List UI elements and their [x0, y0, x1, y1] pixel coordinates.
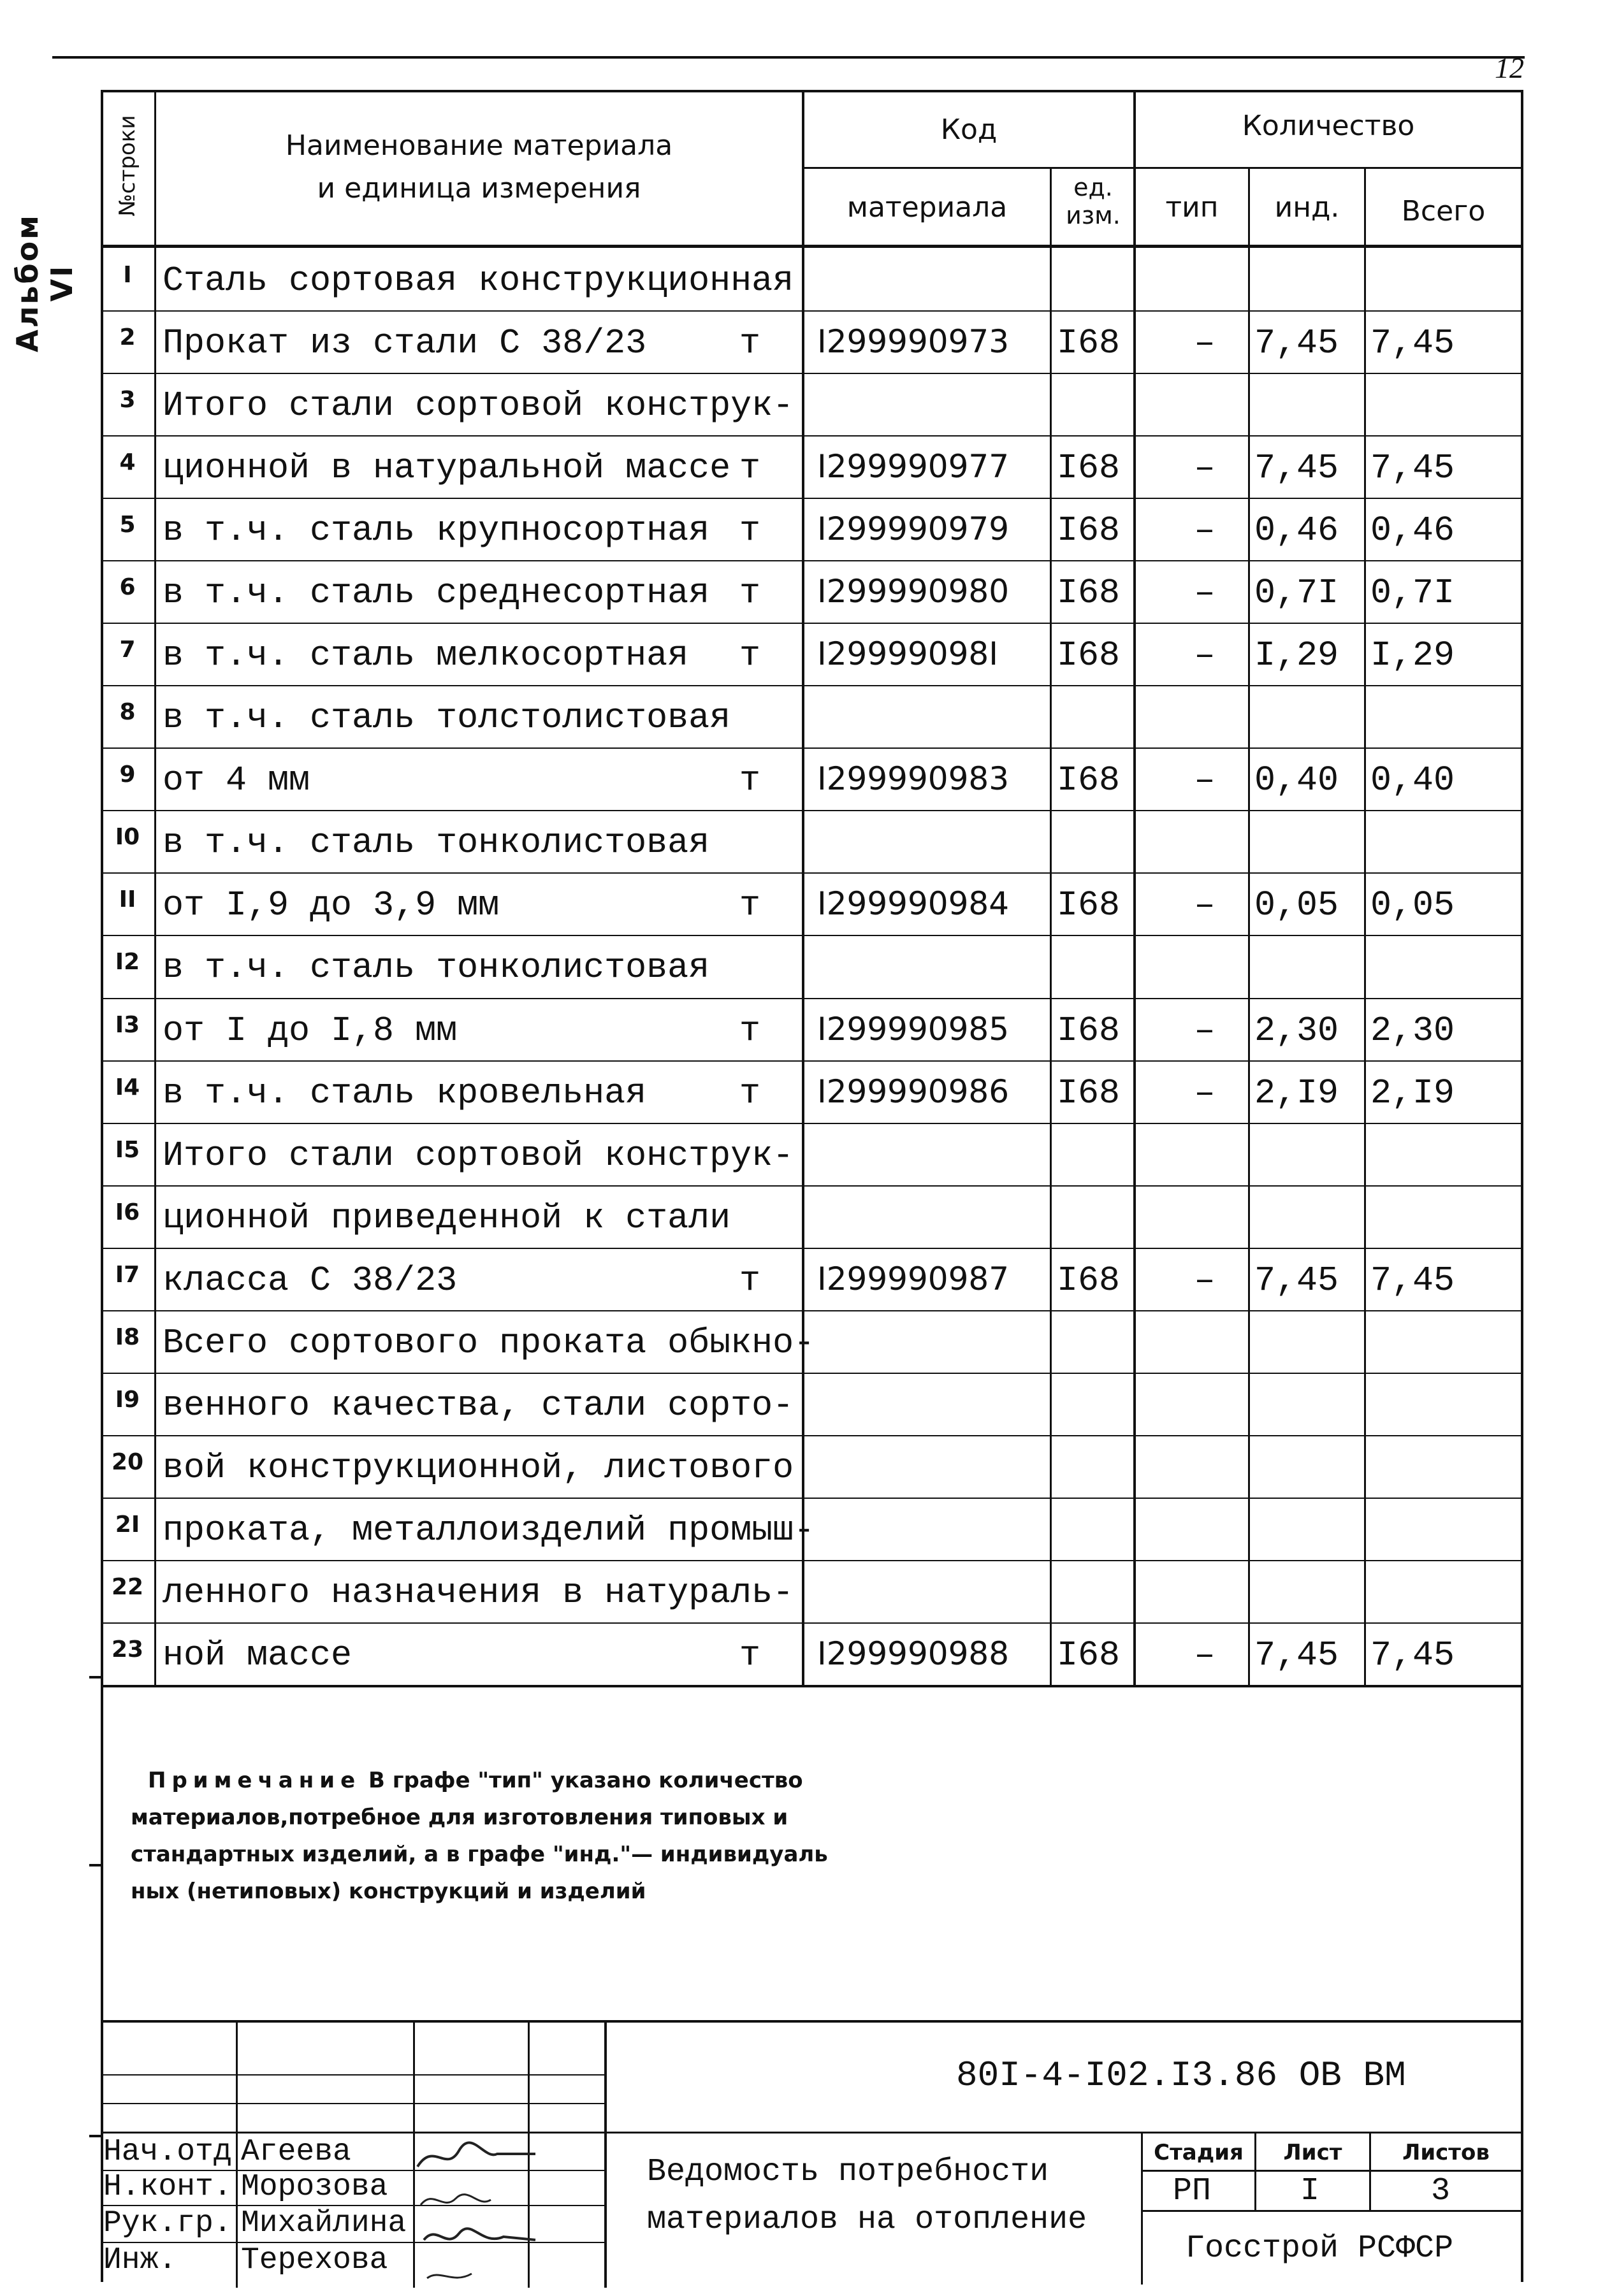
- row-number: I5: [115, 1137, 140, 1163]
- staff-role: Рук.гр.: [103, 2206, 232, 2241]
- row-number: I9: [115, 1387, 140, 1413]
- staff-role: Инж.: [103, 2243, 177, 2278]
- row-number: I4: [115, 1074, 140, 1101]
- col-line-6: [1364, 167, 1366, 1687]
- note-line2: материалов,потребное для изготовления типовых и: [131, 1805, 788, 1830]
- cell-total: 7,45: [1370, 323, 1455, 363]
- row-separator: [101, 1123, 1523, 1124]
- col-line-3: [1050, 167, 1052, 1687]
- cell-code: I299990983: [817, 760, 1010, 797]
- cell-unit: т: [739, 510, 761, 551]
- cell-total: 7,45: [1370, 1260, 1455, 1301]
- cell-total: 7,45: [1370, 1635, 1455, 1675]
- cell-tip: –: [1194, 760, 1216, 800]
- sheet-value: I: [1300, 2173, 1320, 2209]
- row-number: 5: [119, 512, 136, 538]
- stage-box-row2: [1141, 2210, 1523, 2212]
- header-bottom-rule: [101, 245, 1523, 248]
- cell-total: 7,45: [1370, 448, 1455, 488]
- col-line-2: [802, 90, 804, 1687]
- cell-unit: т: [739, 323, 761, 363]
- cell-code: I299990984: [817, 885, 1010, 922]
- cell-tip: –: [1194, 1073, 1216, 1113]
- cell-name: ленного назначения в натураль-: [163, 1573, 794, 1613]
- title-block-top: [101, 2020, 1523, 2023]
- title-line1: Ведомость потребности: [647, 2154, 1049, 2190]
- row-separator: [101, 1498, 1523, 1499]
- header-row-no: №строки: [115, 115, 140, 217]
- cell-unit: т: [739, 885, 761, 925]
- tb-col-a: [236, 2020, 238, 2288]
- stage-label: Стадия: [1154, 2140, 1244, 2165]
- cell-tip: –: [1194, 635, 1216, 675]
- cell-code: I299990973: [817, 323, 1010, 360]
- cell-name: от I,9 до 3,9 мм: [163, 885, 500, 925]
- cell-tip: –: [1194, 1011, 1216, 1051]
- row-number: 2I: [115, 1512, 140, 1538]
- cell-name: ционной приведенной к стали: [163, 1198, 731, 1238]
- row-separator: [101, 872, 1523, 874]
- cell-name: Сталь сортовая конструкционная: [163, 261, 794, 301]
- cell-ind: 0,7I: [1254, 573, 1339, 613]
- sheets-value: 3: [1431, 2173, 1451, 2209]
- table-bottom-rule: [101, 1685, 1523, 1687]
- col-line-1: [154, 90, 156, 1687]
- cell-unit: т: [739, 1260, 761, 1301]
- cell-name: в т.ч. сталь среднесортная: [163, 573, 710, 613]
- cell-name: ционной в натуральной массе: [163, 448, 731, 488]
- row-separator: [101, 623, 1523, 624]
- cell-name: Итого стали сортовой конструк-: [163, 1136, 794, 1176]
- row-separator: [101, 373, 1523, 374]
- cell-code: I299990985: [817, 1011, 1010, 1048]
- header-subrule: [803, 167, 1523, 169]
- cell-code: I299990987: [817, 1260, 1010, 1297]
- cell-ind: 7,45: [1254, 1260, 1339, 1301]
- note-title: Примечание: [148, 1768, 361, 1793]
- cell-total: 2,I9: [1370, 1073, 1455, 1113]
- signature-terehova: [427, 2274, 472, 2278]
- col-line-4: [1133, 90, 1136, 1687]
- header-qty-type: тип: [1165, 191, 1219, 224]
- signature-ageeva: [417, 2142, 535, 2167]
- cell-name: в т.ч. сталь толстолистовая: [163, 698, 731, 738]
- cell-ed: I68: [1057, 1260, 1121, 1301]
- cell-ind: 0,40: [1254, 760, 1339, 800]
- row-separator: [101, 1560, 1523, 1561]
- header-qty-total: Всего: [1401, 195, 1486, 227]
- cell-ind: 7,45: [1254, 448, 1339, 488]
- cell-name: в т.ч. сталь тонколистовая: [163, 823, 710, 863]
- header-code-unit: ед. изм.: [1066, 173, 1121, 229]
- cell-code: I299990988: [817, 1635, 1010, 1672]
- row-number: 8: [119, 699, 136, 725]
- cell-unit: т: [739, 1011, 761, 1051]
- row-number: I2: [115, 949, 140, 975]
- cell-name: в т.ч. сталь крупносортная: [163, 510, 710, 551]
- cell-ed: I68: [1057, 1011, 1121, 1051]
- margin-tick-3: [89, 2135, 103, 2137]
- cell-total: 0,05: [1370, 885, 1455, 925]
- row-number: I: [123, 262, 132, 288]
- row-separator: [101, 1310, 1523, 1311]
- row-number: 7: [119, 637, 136, 663]
- cell-name: в т.ч. сталь мелкосортная: [163, 635, 689, 675]
- sheet-label: Лист: [1283, 2140, 1342, 2165]
- cell-name: проката, металлоизделий промыш-: [163, 1510, 815, 1550]
- header-name-line2: и единица измерения: [317, 172, 641, 205]
- signature-mihaylina: [424, 2228, 535, 2240]
- cell-ed: I68: [1057, 1073, 1121, 1113]
- cell-ed: I68: [1057, 573, 1121, 613]
- cell-ind: 7,45: [1254, 323, 1339, 363]
- row-separator: [101, 998, 1523, 999]
- header-code-material: материала: [846, 191, 1008, 224]
- cell-unit: т: [739, 448, 761, 488]
- row-separator: [101, 560, 1523, 561]
- cell-name: от I до I,8 мм: [163, 1011, 458, 1051]
- cell-ed: I68: [1057, 448, 1121, 488]
- cell-ed: I68: [1057, 510, 1121, 551]
- row-number: 20: [111, 1449, 144, 1475]
- row-number: 23: [111, 1636, 144, 1663]
- cell-tip: –: [1194, 573, 1216, 613]
- cell-unit: т: [739, 760, 761, 800]
- cell-name: от 4 мм: [163, 760, 310, 800]
- cell-total: 0,40: [1370, 760, 1455, 800]
- cell-name: Прокат из стали С 38/23: [163, 323, 647, 363]
- cell-ed: I68: [1057, 635, 1121, 675]
- document-code: 80I-4-I02.I3.86 ОВ ВМ: [956, 2055, 1406, 2096]
- cell-name: класса С 38/23: [163, 1260, 458, 1301]
- cell-code: I299990986: [817, 1073, 1010, 1110]
- cell-name: Всего сортового проката обыкно-: [163, 1323, 815, 1363]
- cell-tip: –: [1194, 448, 1216, 488]
- cell-name: Итого стали сортовой конструк-: [163, 386, 794, 426]
- row-number: 6: [119, 574, 136, 600]
- cell-ind: 7,45: [1254, 1635, 1339, 1675]
- cell-name: в т.ч. сталь тонколистовая: [163, 948, 710, 988]
- cell-code: I299990979: [817, 510, 1010, 547]
- cell-code: I299990977: [817, 448, 1010, 485]
- row-number: 2: [119, 324, 136, 350]
- staff-name: Терехова: [241, 2243, 388, 2278]
- staff-name: Агеева: [241, 2135, 351, 2169]
- page-number: 12: [1495, 52, 1524, 84]
- row-separator: [101, 1435, 1523, 1436]
- stage-box-row1: [1141, 2170, 1523, 2172]
- row-number: I6: [115, 1199, 140, 1225]
- cell-unit: т: [739, 1635, 761, 1675]
- row-separator: [101, 935, 1523, 936]
- tb-row-2: [101, 2103, 604, 2104]
- note-line4: ных (нетиповых) конструкций и изделий: [131, 1879, 646, 1904]
- table-top: [101, 90, 1523, 92]
- row-number: I8: [115, 1324, 140, 1350]
- cell-tip: –: [1194, 510, 1216, 551]
- cell-tip: –: [1194, 1635, 1216, 1675]
- row-number: I3: [115, 1012, 140, 1038]
- header-quantity: Количество: [1242, 110, 1415, 142]
- header-code: Код: [940, 113, 998, 146]
- cell-total: 2,30: [1370, 1011, 1455, 1051]
- staff-name: Михайлина: [241, 2206, 407, 2241]
- row-number: 4: [119, 449, 136, 475]
- signature-morozova: [421, 2195, 491, 2205]
- col-line-5: [1248, 167, 1250, 1687]
- row-separator: [101, 1622, 1523, 1624]
- row-separator: [101, 435, 1523, 437]
- signatures-drawing: [408, 2128, 555, 2294]
- row-separator: [101, 810, 1523, 811]
- organization: Госстрой РСФСР: [1186, 2230, 1454, 2267]
- title-block-divider: [604, 2020, 607, 2288]
- cell-total: I,29: [1370, 635, 1455, 675]
- cell-ed: I68: [1057, 323, 1121, 363]
- cell-name: венного качества, стали сорто-: [163, 1385, 794, 1426]
- tb-row-3: [101, 2132, 1523, 2134]
- note-line3: стандартных изделий, а в графе "инд."— индивидуаль: [131, 1842, 828, 1867]
- row-separator: [101, 1185, 1523, 1187]
- staff-role: Н.конт.: [103, 2170, 232, 2204]
- title-line2: материалов на отопление: [647, 2202, 1087, 2238]
- cell-ed: I68: [1057, 885, 1121, 925]
- cell-code: I299990980: [817, 573, 1010, 610]
- row-number: 22: [111, 1574, 144, 1600]
- header-qty-ind: инд.: [1274, 191, 1340, 224]
- cell-unit: т: [739, 573, 761, 613]
- stage-value: РП: [1173, 2173, 1212, 2209]
- staff-name: Морозова: [241, 2170, 388, 2204]
- note-line1: [148, 1762, 803, 1799]
- tb-row-1: [101, 2074, 604, 2076]
- cell-unit: т: [739, 1073, 761, 1113]
- cell-name: вой конструкционной, листового: [163, 1448, 794, 1488]
- cell-ind: 0,05: [1254, 885, 1339, 925]
- cell-ind: 2,30: [1254, 1011, 1339, 1051]
- row-number: I7: [115, 1262, 140, 1288]
- row-separator: [101, 1248, 1523, 1249]
- cell-code: I29999098I: [817, 635, 998, 672]
- row-number: I0: [115, 824, 140, 850]
- row-number: II: [119, 886, 136, 913]
- row-separator: [101, 1373, 1523, 1374]
- row-separator: [101, 498, 1523, 499]
- row-separator: [101, 685, 1523, 686]
- cell-ed: I68: [1057, 1635, 1121, 1675]
- cell-ind: I,29: [1254, 635, 1339, 675]
- cell-ed: I68: [1057, 760, 1121, 800]
- row-separator: [101, 1060, 1523, 1062]
- row-number: 9: [119, 762, 136, 788]
- header-name-line1: Наименование материала: [285, 129, 673, 162]
- margin-tick-1: [89, 1676, 103, 1679]
- note-text1: В графе "тип" указано количество: [368, 1768, 803, 1793]
- cell-unit: т: [739, 635, 761, 675]
- row-number: 3: [119, 387, 136, 413]
- cell-total: 0,7I: [1370, 573, 1455, 613]
- row-separator: [101, 310, 1523, 312]
- top-rule: [52, 56, 1525, 59]
- row-separator: [101, 747, 1523, 749]
- sheets-label: Листов: [1402, 2140, 1490, 2165]
- margin-tick-2: [89, 1864, 103, 1866]
- cell-tip: –: [1194, 323, 1216, 363]
- cell-tip: –: [1194, 885, 1216, 925]
- cell-total: 0,46: [1370, 510, 1455, 551]
- cell-name: ной массе: [163, 1635, 352, 1675]
- cell-ind: 2,I9: [1254, 1073, 1339, 1113]
- staff-role: Нач.отд: [103, 2135, 232, 2169]
- cell-ind: 0,46: [1254, 510, 1339, 551]
- cell-tip: –: [1194, 1260, 1216, 1301]
- cell-name: в т.ч. сталь кровельная: [163, 1073, 647, 1113]
- side-album-label: Альбом VI: [10, 213, 79, 352]
